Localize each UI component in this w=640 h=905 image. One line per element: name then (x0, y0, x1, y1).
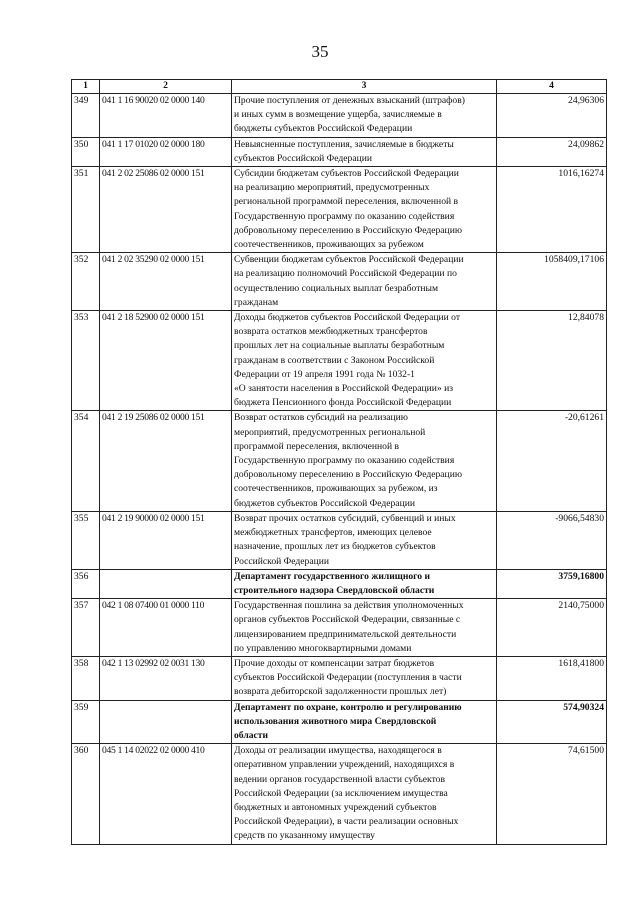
row-number-cell: 351 (72, 167, 100, 253)
table-row (72, 656, 607, 700)
description-cell: Департамент по охране, контролю и регулированию использования животного мира Свердловской области (232, 700, 497, 744)
amount-cell: 12,84078 (497, 311, 607, 411)
row-number-cell: 356 (72, 569, 100, 598)
row-number-cell: 359 (72, 700, 100, 744)
amount-cell: 74,61500 (497, 744, 607, 844)
table-row (72, 744, 607, 844)
amount-cell: 24,09862 (497, 137, 607, 166)
amount-cell: 1058409,17106 (497, 253, 607, 311)
description-cell: Субвенции бюджетам субъектов Российской Федерации на реализацию полномочий Российской Федерации по осуществлению социальных выплат безработным гражданам (232, 253, 497, 311)
budget-code-cell: 041 1 16 90020 02 0000 140 (100, 94, 232, 138)
table-row (72, 253, 607, 311)
table-row (72, 599, 607, 657)
column-header-amount: 4 (497, 80, 607, 94)
row-number-cell: 355 (72, 511, 100, 569)
table-row (72, 94, 607, 138)
budget-code-cell: 042 1 08 07400 01 0000 110 (100, 599, 232, 657)
budget-code-cell: 045 1 14 02022 02 0000 410 (100, 744, 232, 844)
description-cell: Возврат прочих остатков субсидий, субвенций и иных межбюджетных трансфертов, имеющих целевое назначение, прошлых лет из бюджетов субъектов Российской Федерации (232, 511, 497, 569)
description-cell: Доходы от реализации имущества, находящегося в оперативном управлении учреждений, находящихся в ведении органов государственной власти субъектов Российской Федерации (за исключением имущества бюджетных и автономных учреждений субъектов Российской Федерации), в части реализации основных средств по указанному имуществу (232, 744, 497, 844)
row-number-cell: 358 (72, 656, 100, 700)
budget-code-cell: 041 2 02 35290 02 0000 151 (100, 253, 232, 311)
page-number: 35 (311, 42, 329, 61)
amount-cell: 3759,16800 (497, 569, 607, 598)
description-cell: Невыясненные поступления, зачисляемые в бюджеты субъектов Российской Федерации (232, 137, 497, 166)
row-number-cell: 357 (72, 599, 100, 657)
budget-code-cell (100, 700, 232, 744)
amount-cell: 2140,75000 (497, 599, 607, 657)
budget-code-cell: 042 1 13 02992 02 0031 130 (100, 656, 232, 700)
amount-cell: 1618,41800 (497, 656, 607, 700)
description-cell: Возврат остатков субсидий на реализацию мероприятий, предусмотренных региональной программой переселения, включенной в Государственную программу по оказанию содействия добровольному переселению в Российскую Федерацию соотечественников, проживающих за рубежом, из бюджетов субъектов Российской Федерации (232, 411, 497, 511)
description-cell: Государственная пошлина за действия уполномоченных органов субъектов Российской Федерации, связанные с лицензированием предпринимательской деятельности по управлению многоквартирными домами (232, 599, 497, 657)
budget-code-cell (100, 569, 232, 598)
column-header-description: 3 (232, 80, 497, 94)
budget-code-cell: 041 2 02 25086 02 0000 151 (100, 167, 232, 253)
description-cell: Прочие доходы от компенсации затрат бюджетов субъектов Российской Федерации (поступления в части возврата дебиторской задолженности прошлых лет) (232, 656, 497, 700)
budget-revenue-table (71, 79, 607, 845)
table-row-department (72, 569, 607, 598)
row-number-cell: 353 (72, 311, 100, 411)
table-row (72, 411, 607, 511)
table-row (72, 311, 607, 411)
budget-code-cell: 041 2 19 90000 02 0000 151 (100, 511, 232, 569)
amount-cell: 1016,16274 (497, 167, 607, 253)
amount-cell: 574,90324 (497, 700, 607, 744)
column-header-number: 1 (72, 80, 100, 94)
table-row (72, 167, 607, 253)
description-cell: Департамент государственного жилищного и строительного надзора Свердловской области (232, 569, 497, 598)
row-number-cell: 354 (72, 411, 100, 511)
budget-code-cell: 041 2 18 52900 02 0000 151 (100, 311, 232, 411)
table-header-row (72, 80, 607, 94)
row-number-cell: 360 (72, 744, 100, 844)
description-cell: Субсидии бюджетам субъектов Российской Федерации на реализацию мероприятий, предусмотренных региональной программой переселения, включенной в Государственную программу по оказанию содействия добровольному переселению в Российскую Федерацию соотечественников, проживающих за рубежом (232, 167, 497, 253)
amount-cell: -20,61261 (497, 411, 607, 511)
column-header-code: 2 (100, 80, 232, 94)
budget-code-cell: 041 2 19 25086 02 0000 151 (100, 411, 232, 511)
table-row-department (72, 700, 607, 744)
row-number-cell: 352 (72, 253, 100, 311)
description-cell: Прочие поступления от денежных взысканий (штрафов) и иных сумм в возмещение ущерба, зачисляемые в бюджеты субъектов Российской Федерации (232, 94, 497, 138)
description-cell: Доходы бюджетов субъектов Российской Федерации от возврата остатков межбюджетных трансфертов прошлых лет на социальные выплаты безработным гражданам в соответствии с Законом Российской Федерации от 19 апреля 1991 года № 1032-1 «О занятости населения в Российской Федерации» из бюджета Пенсионного фонда Российской Федерации (232, 311, 497, 411)
amount-cell: -9066,54830 (497, 511, 607, 569)
row-number-cell: 350 (72, 137, 100, 166)
row-number-cell: 349 (72, 94, 100, 138)
table-row (72, 511, 607, 569)
budget-code-cell: 041 1 17 01020 02 0000 180 (100, 137, 232, 166)
table-row (72, 137, 607, 166)
amount-cell: 24,96306 (497, 94, 607, 138)
